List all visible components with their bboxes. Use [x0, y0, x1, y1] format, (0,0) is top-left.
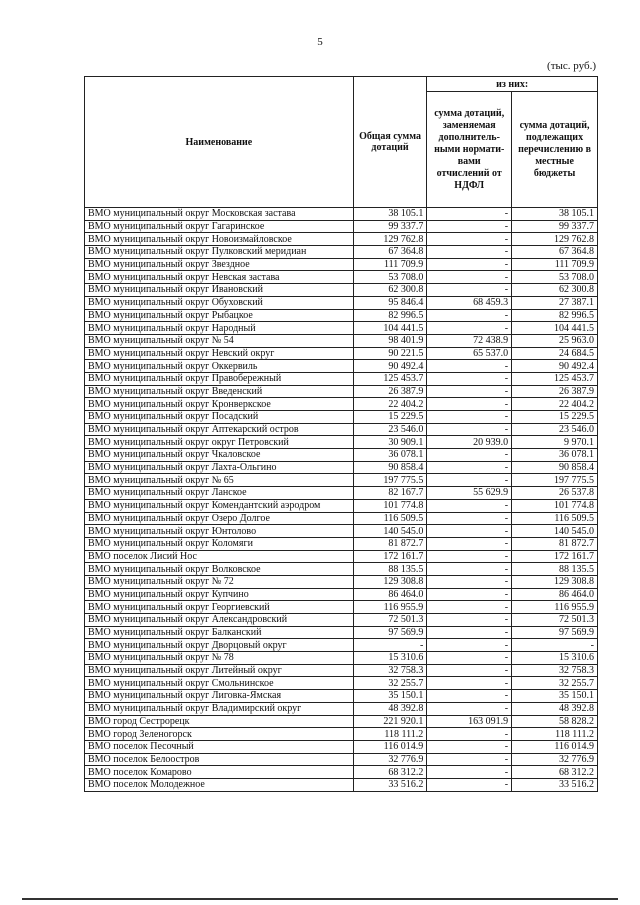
cell-name: ВМО муниципальный округ Юнтолово	[85, 525, 354, 538]
cell-total: 116 955.9	[353, 601, 427, 614]
cell-replaced: -	[427, 499, 512, 512]
cell-total: 82 167.7	[353, 487, 427, 500]
cell-name: ВМО муниципальный округ Новоизмайловское	[85, 233, 354, 246]
cell-local: 129 308.8	[512, 575, 598, 588]
cell-local: -	[512, 639, 598, 652]
cell-local: 88 135.5	[512, 563, 598, 576]
cell-replaced: -	[427, 588, 512, 601]
table-row	[85, 588, 598, 601]
units-label: (тыс. руб.)	[547, 60, 596, 72]
cell-total: 32 255.7	[353, 677, 427, 690]
cell-total: 90 858.4	[353, 461, 427, 474]
cell-local: 140 545.0	[512, 525, 598, 538]
cell-name: ВМО муниципальный округ Балканский	[85, 626, 354, 639]
table-row	[85, 461, 598, 474]
table-row	[85, 271, 598, 284]
table-row	[85, 690, 598, 703]
cell-local: 116 509.5	[512, 512, 598, 525]
cell-total: 129 308.8	[353, 575, 427, 588]
cell-total: 140 545.0	[353, 525, 427, 538]
cell-local: 32 255.7	[512, 677, 598, 690]
cell-replaced: -	[427, 208, 512, 221]
cell-total: 125 453.7	[353, 372, 427, 385]
table-row	[85, 360, 598, 373]
cell-local: 38 105.1	[512, 208, 598, 221]
table-row	[85, 639, 598, 652]
cell-total: 86 464.0	[353, 588, 427, 601]
cell-replaced: 55 629.9	[427, 487, 512, 500]
cell-local: 9 970.1	[512, 436, 598, 449]
cell-replaced: -	[427, 461, 512, 474]
cell-name: ВМО муниципальный округ Гагаринское	[85, 220, 354, 233]
cell-name: ВМО муниципальный округ Невская застава	[85, 271, 354, 284]
cell-replaced: -	[427, 372, 512, 385]
cell-replaced: -	[427, 449, 512, 462]
bottom-rule	[22, 898, 618, 900]
cell-name: ВМО муниципальный округ Ивановский	[85, 284, 354, 297]
cell-replaced: 20 939.0	[427, 436, 512, 449]
cell-replaced: -	[427, 753, 512, 766]
cell-replaced: -	[427, 525, 512, 538]
cell-name: ВМО город Сестрорецк	[85, 715, 354, 728]
table-row	[85, 487, 598, 500]
cell-replaced: 65 537.0	[427, 347, 512, 360]
cell-replaced: -	[427, 563, 512, 576]
cell-local: 111 709.9	[512, 258, 598, 271]
table-row	[85, 715, 598, 728]
cell-name: ВМО поселок Лисий Нос	[85, 550, 354, 563]
table-row	[85, 614, 598, 627]
cell-total: 118 111.2	[353, 728, 427, 741]
cell-total: 81 872.7	[353, 537, 427, 550]
cell-local: 86 464.0	[512, 588, 598, 601]
cell-replaced: -	[427, 550, 512, 563]
cell-local: 118 111.2	[512, 728, 598, 741]
cell-local: 172 161.7	[512, 550, 598, 563]
table-row	[85, 334, 598, 347]
cell-name: ВМО муниципальный округ Ланское	[85, 487, 354, 500]
cell-local: 32 776.9	[512, 753, 598, 766]
cell-local: 22 404.2	[512, 398, 598, 411]
cell-local: 48 392.8	[512, 702, 598, 715]
header-local: сумма дотаций, подлежащих перечислению в местные бюджеты	[512, 92, 598, 208]
cell-replaced: -	[427, 271, 512, 284]
cell-replaced: -	[427, 626, 512, 639]
cell-replaced: -	[427, 537, 512, 550]
cell-name: ВМО муниципальный округ Комендантский аэродром	[85, 499, 354, 512]
header-group: из них:	[427, 77, 598, 92]
cell-replaced: -	[427, 702, 512, 715]
cell-total: 98 401.9	[353, 334, 427, 347]
cell-total: 15 229.5	[353, 411, 427, 424]
cell-name: ВМО муниципальный округ округ Петровский	[85, 436, 354, 449]
cell-name: ВМО муниципальный округ Кронверкское	[85, 398, 354, 411]
table-row	[85, 322, 598, 335]
cell-replaced: -	[427, 778, 512, 791]
table-row	[85, 398, 598, 411]
cell-replaced: -	[427, 284, 512, 297]
table-row	[85, 563, 598, 576]
cell-total: 36 078.1	[353, 449, 427, 462]
cell-total: 30 909.1	[353, 436, 427, 449]
cell-total: 90 221.5	[353, 347, 427, 360]
cell-replaced: -	[427, 614, 512, 627]
cell-name: ВМО муниципальный округ Правобережный	[85, 372, 354, 385]
table-row	[85, 512, 598, 525]
cell-local: 99 337.7	[512, 220, 598, 233]
cell-name: ВМО муниципальный округ Звездное	[85, 258, 354, 271]
table-row	[85, 296, 598, 309]
cell-total: 67 364.8	[353, 246, 427, 259]
cell-local: 15 310.6	[512, 652, 598, 665]
cell-replaced: -	[427, 766, 512, 779]
cell-total: 15 310.6	[353, 652, 427, 665]
cell-local: 23 546.0	[512, 423, 598, 436]
cell-name: ВМО муниципальный округ Озеро Долгое	[85, 512, 354, 525]
cell-local: 197 775.5	[512, 474, 598, 487]
table-row	[85, 474, 598, 487]
table-row	[85, 575, 598, 588]
table-row	[85, 537, 598, 550]
cell-name: ВМО муниципальный округ Георгиевский	[85, 601, 354, 614]
cell-total: 88 135.5	[353, 563, 427, 576]
table-row	[85, 601, 598, 614]
cell-name: ВМО город Зеленогорск	[85, 728, 354, 741]
table-row	[85, 728, 598, 741]
cell-total: 48 392.8	[353, 702, 427, 715]
cell-name: ВМО муниципальный округ № 65	[85, 474, 354, 487]
cell-name: ВМО муниципальный округ Лахта-Ольгино	[85, 461, 354, 474]
cell-name: ВМО муниципальный округ Волковское	[85, 563, 354, 576]
cell-total: 90 492.4	[353, 360, 427, 373]
table-row	[85, 233, 598, 246]
cell-total: 38 105.1	[353, 208, 427, 221]
cell-name: ВМО поселок Песочный	[85, 740, 354, 753]
cell-local: 26 537.8	[512, 487, 598, 500]
cell-name: ВМО муниципальный округ Смольнинское	[85, 677, 354, 690]
cell-name: ВМО муниципальный округ Московская застава	[85, 208, 354, 221]
cell-total: 72 501.3	[353, 614, 427, 627]
cell-total: -	[353, 639, 427, 652]
table-row	[85, 778, 598, 791]
header-total: Общая сумма дотаций	[353, 77, 427, 208]
cell-total: 23 546.0	[353, 423, 427, 436]
table-row	[85, 550, 598, 563]
cell-total: 68 312.2	[353, 766, 427, 779]
cell-total: 53 708.0	[353, 271, 427, 284]
cell-name: ВМО муниципальный округ Введенский	[85, 385, 354, 398]
cell-replaced: -	[427, 322, 512, 335]
cell-total: 97 569.9	[353, 626, 427, 639]
cell-local: 81 872.7	[512, 537, 598, 550]
cell-replaced: 68 459.3	[427, 296, 512, 309]
cell-total: 101 774.8	[353, 499, 427, 512]
cell-local: 62 300.8	[512, 284, 598, 297]
cell-local: 27 387.1	[512, 296, 598, 309]
cell-total: 99 337.7	[353, 220, 427, 233]
table-row	[85, 246, 598, 259]
table-row	[85, 753, 598, 766]
table-row	[85, 284, 598, 297]
cell-name: ВМО поселок Белоостров	[85, 753, 354, 766]
cell-name: ВМО поселок Молодежное	[85, 778, 354, 791]
cell-replaced: -	[427, 690, 512, 703]
cell-local: 72 501.3	[512, 614, 598, 627]
cell-total: 197 775.5	[353, 474, 427, 487]
cell-total: 32 758.3	[353, 664, 427, 677]
cell-local: 26 387.9	[512, 385, 598, 398]
cell-local: 90 858.4	[512, 461, 598, 474]
table-row	[85, 436, 598, 449]
cell-total: 111 709.9	[353, 258, 427, 271]
cell-local: 90 492.4	[512, 360, 598, 373]
subsidies-table	[84, 76, 598, 792]
cell-name: ВМО муниципальный округ Дворцовый округ	[85, 639, 354, 652]
cell-local: 116 955.9	[512, 601, 598, 614]
cell-replaced: 163 091.9	[427, 715, 512, 728]
cell-name: ВМО муниципальный округ № 54	[85, 334, 354, 347]
cell-local: 53 708.0	[512, 271, 598, 284]
header-replaced: сумма дотаций, заменяемая дополнитель-ными нормати-вами отчислений от НДФЛ	[427, 92, 512, 208]
cell-name: ВМО поселок Комарово	[85, 766, 354, 779]
cell-replaced: -	[427, 652, 512, 665]
cell-local: 82 996.5	[512, 309, 598, 322]
cell-local: 116 014.9	[512, 740, 598, 753]
cell-local: 129 762.8	[512, 233, 598, 246]
cell-total: 62 300.8	[353, 284, 427, 297]
cell-name: ВМО муниципальный округ Коломяги	[85, 537, 354, 550]
cell-total: 82 996.5	[353, 309, 427, 322]
cell-replaced: -	[427, 423, 512, 436]
cell-total: 26 387.9	[353, 385, 427, 398]
table-row	[85, 626, 598, 639]
cell-replaced: -	[427, 728, 512, 741]
cell-local: 15 229.5	[512, 411, 598, 424]
cell-replaced: -	[427, 677, 512, 690]
cell-name: ВМО муниципальный округ Александровский	[85, 614, 354, 627]
table-row	[85, 309, 598, 322]
cell-replaced: -	[427, 639, 512, 652]
cell-name: ВМО муниципальный округ Владимирский округ	[85, 702, 354, 715]
cell-replaced: -	[427, 309, 512, 322]
cell-replaced: -	[427, 664, 512, 677]
table-row	[85, 258, 598, 271]
cell-name: ВМО муниципальный округ Купчино	[85, 588, 354, 601]
cell-name: ВМО муниципальный округ Чкаловское	[85, 449, 354, 462]
table-body	[85, 208, 598, 792]
table-row	[85, 347, 598, 360]
cell-total: 35 150.1	[353, 690, 427, 703]
cell-replaced: -	[427, 385, 512, 398]
cell-local: 32 758.3	[512, 664, 598, 677]
cell-total: 221 920.1	[353, 715, 427, 728]
cell-total: 104 441.5	[353, 322, 427, 335]
cell-replaced: -	[427, 360, 512, 373]
cell-name: ВМО муниципальный округ Невский округ	[85, 347, 354, 360]
cell-total: 22 404.2	[353, 398, 427, 411]
table-row	[85, 525, 598, 538]
cell-total: 32 776.9	[353, 753, 427, 766]
table-row	[85, 652, 598, 665]
cell-name: ВМО муниципальный округ Народный	[85, 322, 354, 335]
table-row	[85, 423, 598, 436]
cell-replaced: -	[427, 575, 512, 588]
cell-local: 58 828.2	[512, 715, 598, 728]
cell-total: 129 762.8	[353, 233, 427, 246]
table-row	[85, 372, 598, 385]
cell-replaced: -	[427, 220, 512, 233]
cell-local: 125 453.7	[512, 372, 598, 385]
table-row	[85, 664, 598, 677]
cell-total: 116 509.5	[353, 512, 427, 525]
cell-name: ВМО муниципальный округ Обуховский	[85, 296, 354, 309]
cell-local: 101 774.8	[512, 499, 598, 512]
cell-replaced: -	[427, 411, 512, 424]
cell-replaced: 72 438.9	[427, 334, 512, 347]
cell-name: ВМО муниципальный округ Оккервиль	[85, 360, 354, 373]
cell-replaced: -	[427, 246, 512, 259]
table-row	[85, 740, 598, 753]
cell-local: 68 312.2	[512, 766, 598, 779]
cell-name: ВМО муниципальный округ Аптекарский остров	[85, 423, 354, 436]
cell-replaced: -	[427, 512, 512, 525]
table-row	[85, 449, 598, 462]
cell-total: 95 846.4	[353, 296, 427, 309]
cell-name: ВМО муниципальный округ Рыбацкое	[85, 309, 354, 322]
cell-total: 116 014.9	[353, 740, 427, 753]
table-row	[85, 385, 598, 398]
cell-name: ВМО муниципальный округ № 78	[85, 652, 354, 665]
cell-name: ВМО муниципальный округ № 72	[85, 575, 354, 588]
table-row	[85, 220, 598, 233]
table-row	[85, 411, 598, 424]
cell-local: 25 963.0	[512, 334, 598, 347]
cell-total: 172 161.7	[353, 550, 427, 563]
cell-replaced: -	[427, 258, 512, 271]
header-name: Наименование	[85, 77, 354, 208]
cell-replaced: -	[427, 474, 512, 487]
table-row	[85, 677, 598, 690]
cell-local: 33 516.2	[512, 778, 598, 791]
cell-replaced: -	[427, 398, 512, 411]
table-row	[85, 499, 598, 512]
cell-name: ВМО муниципальный округ Пулковский меридиан	[85, 246, 354, 259]
table-row	[85, 766, 598, 779]
table-row	[85, 208, 598, 221]
cell-name: ВМО муниципальный округ Посадский	[85, 411, 354, 424]
table-row	[85, 702, 598, 715]
page-number: 5	[317, 36, 323, 48]
cell-total: 33 516.2	[353, 778, 427, 791]
cell-local: 104 441.5	[512, 322, 598, 335]
cell-name: ВМО муниципальный округ Лиговка-Ямская	[85, 690, 354, 703]
cell-local: 36 078.1	[512, 449, 598, 462]
cell-local: 24 684.5	[512, 347, 598, 360]
cell-local: 97 569.9	[512, 626, 598, 639]
cell-replaced: -	[427, 233, 512, 246]
cell-replaced: -	[427, 740, 512, 753]
cell-name: ВМО муниципальный округ Литейный округ	[85, 664, 354, 677]
cell-local: 35 150.1	[512, 690, 598, 703]
cell-replaced: -	[427, 601, 512, 614]
cell-local: 67 364.8	[512, 246, 598, 259]
